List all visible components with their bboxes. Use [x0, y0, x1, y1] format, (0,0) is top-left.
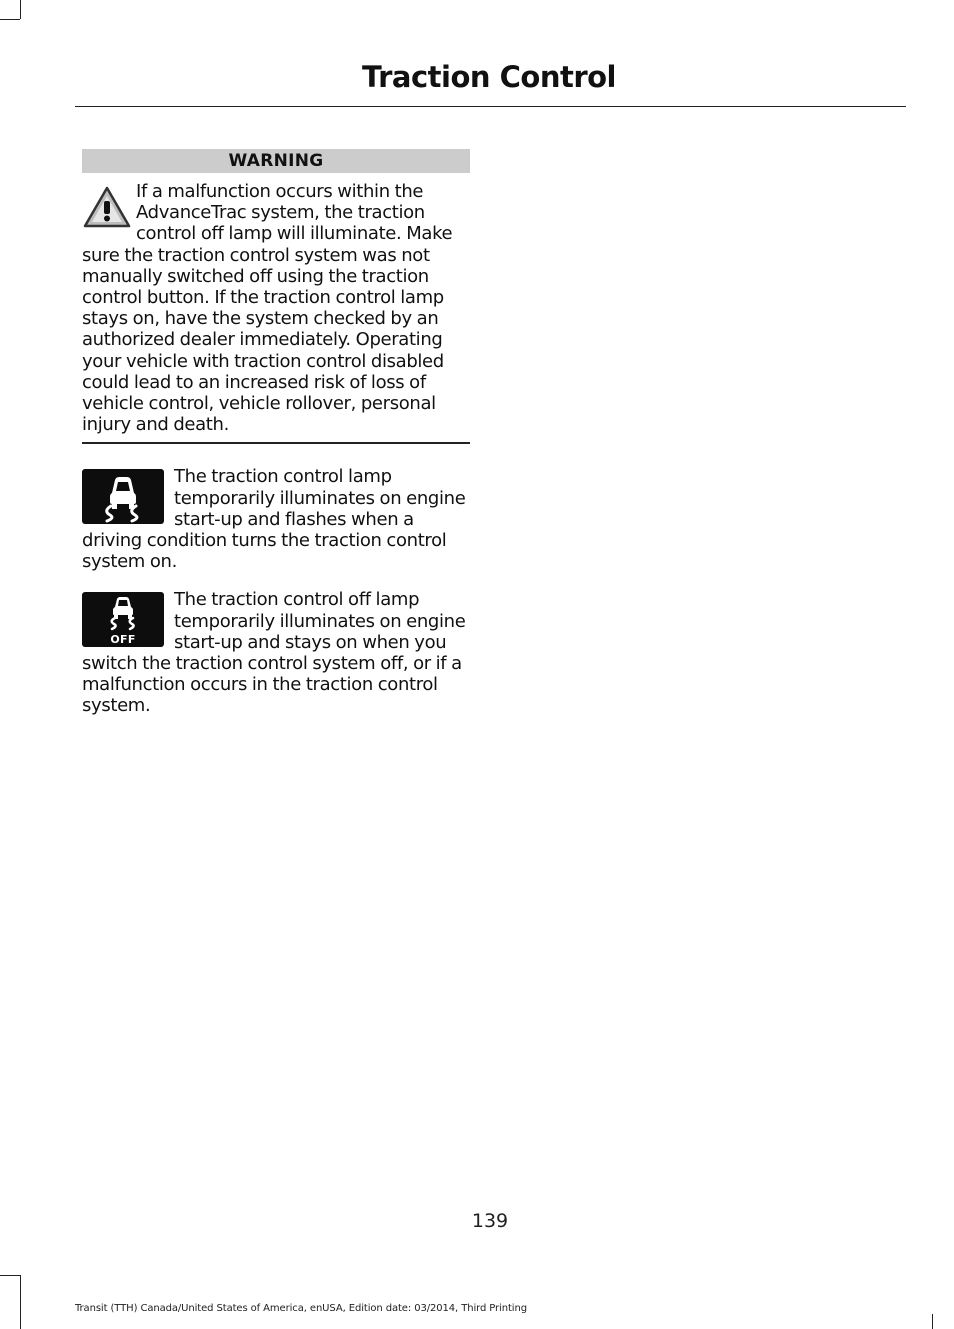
title-divider — [75, 106, 906, 107]
warning-block — [82, 181, 470, 435]
page-title: Traction Control — [361, 60, 616, 94]
off-label: OFF — [110, 633, 136, 647]
crop-mark — [20, 1275, 21, 1329]
crop-mark — [0, 19, 20, 20]
crop-mark — [0, 1275, 20, 1276]
page-number: 139 — [471, 1210, 509, 1232]
crop-mark — [20, 0, 21, 19]
footer-edition-text: Transit (TTH) Canada/United States of America, enUSA, Edition date: 03/2014, Third Printing — [75, 1303, 527, 1314]
traction-control-off-lamp-icon — [82, 592, 164, 647]
lamp-block — [82, 466, 470, 572]
warning-header: WARNING — [82, 149, 470, 173]
lamp-description: The traction control off lamp temporarily illuminates on engine start-up and stays on when you switch the traction control system off, or if a malfunction occurs in the traction control system. — [82, 589, 466, 717]
warning-text: If a malfunction occurs within the AdvanceTrac system, the traction control off lamp will illuminate. Make sure the traction control system was not manually switched off using the traction control button. If the traction control lamp stays on, have the system checked by an authorized dealer immediately. Operating your vehicle with traction control disabled could lead to an increased risk of loss of vehicle control, vehicle rollover, personal injury and death. — [82, 181, 453, 436]
lamp-description: The traction control lamp temporarily illuminates on engine start-up and flashes when a driving condition turns the traction control system on. — [82, 466, 466, 573]
warning-end-rule — [82, 442, 470, 444]
content-column — [82, 149, 470, 717]
crop-mark — [932, 1314, 933, 1329]
lamp-block — [82, 589, 470, 716]
traction-control-lamp-icon — [82, 469, 164, 524]
warning-triangle-icon — [82, 185, 132, 229]
